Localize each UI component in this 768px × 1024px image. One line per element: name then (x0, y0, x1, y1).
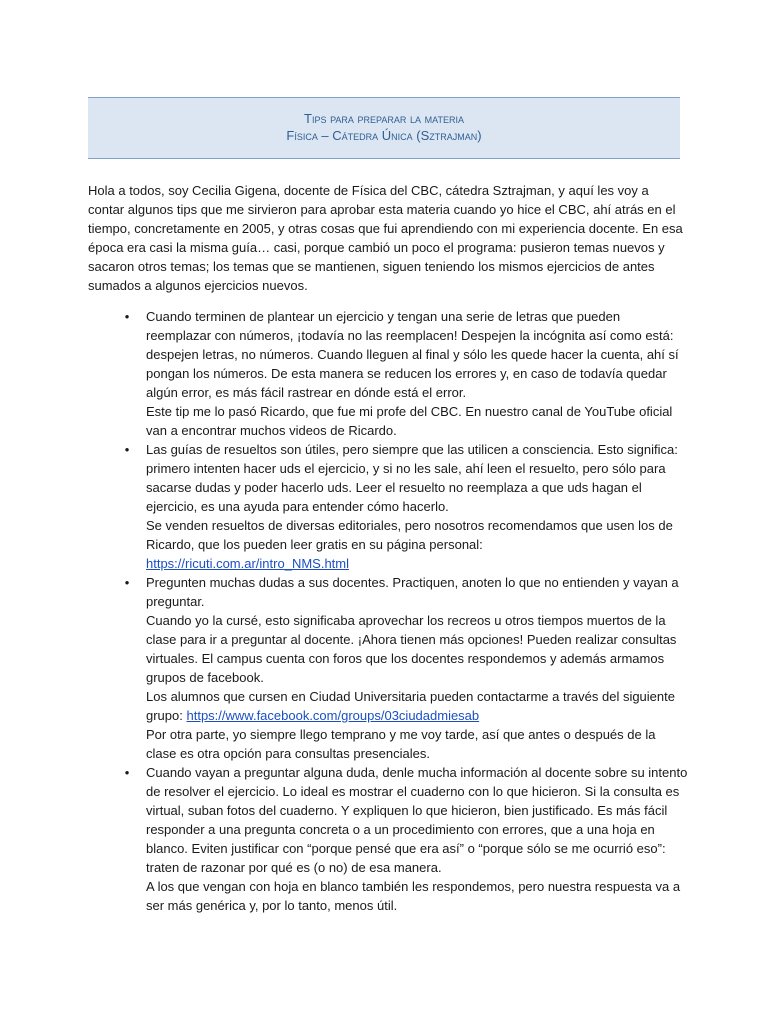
facebook-group-link[interactable]: https://www.facebook.com/groups/03ciudadmiesab (186, 708, 480, 723)
tip-item-1 (88, 307, 688, 440)
tip-3-group-text: Los alumnos que cursen en Ciudad Universitaria pueden contactarme a través del siguiente grupo: (146, 689, 675, 723)
tip-3-paragraph-3 (146, 687, 688, 725)
tip-3-paragraph-1: Pregunten muchas dudas a sus docentes. Practiquen, anoten lo que no entienden y vayan a preguntar. (146, 575, 679, 609)
tip-2-paragraph-2: Se venden resueltos de diversas editoriales, pero nosotros recomendamos que usen los de Ricardo, que los pueden leer gratis en su página personal: (146, 518, 673, 552)
bullet-icon: • (124, 442, 130, 457)
tip-item-2 (88, 440, 688, 573)
tip-1-paragraph-1: Cuando terminen de plantear un ejercicio y tengan una serie de letras que pueden reemplazar con números, ¡todavía no las reemplacen! Despejen la incógnita así como está: despejen letras, no números. Cuando lleguen al final y sólo les quede hacer la cuenta, ahí sí pongan los números. De esta manera se reducen los errores y, en caso de todavía quedar algún error, es más fácil rastrear en dónde está el error. (146, 309, 679, 400)
tips-list (88, 307, 688, 915)
tip-4-paragraph-1: Cuando vayan a preguntar alguna duda, denle mucha información al docente sobre su intento de resolver el ejercicio. Lo ideal es mostrar el cuaderno con lo que hicieron. Si la consulta es virtual, suban fotos del cuaderno. Y expliquen lo que hicieron, bien justificado. Es más fácil responder a una pregunta concreta o a un procedimiento con errores, que a una hoja en blanco. Eviten justificar con “porque pensé que era así” o “porque sólo se me ocurrió eso”: traten de razonar por qué es (o no) de esa manera. (146, 765, 688, 875)
tip-2-paragraph-1: Las guías de resueltos son útiles, pero siempre que las utilicen a consciencia. Esto significa: primero intenten hacer uds el ejercicio, y si no les sale, ahí leen el resuelto, pero sólo para sacarse dudas y poder hacerlo uds. Leer el resuelto no reemplaza a que uds hagan el ejercicio, es una ayuda para entender cómo hacerlo. (146, 442, 678, 514)
tip-3-paragraph-4: Por otra parte, yo siempre llego temprano y me voy tarde, así que antes o después de la clase es otra opción para consultas presenciales. (146, 727, 656, 761)
tip-item-3 (88, 573, 688, 763)
document-subtitle: Física – Cátedra Única (Sztrajman) (286, 128, 482, 143)
title-banner (88, 97, 680, 159)
ricuti-link[interactable]: https://ricuti.com.ar/intro_NMS.html (146, 556, 349, 571)
tip-1-paragraph-2: Este tip me lo pasó Ricardo, que fue mi profe del CBC. En nuestro canal de YouTube oficial van a encontrar muchos videos de Ricardo. (146, 404, 673, 438)
bullet-icon: • (124, 309, 130, 324)
document-body (88, 181, 688, 915)
bullet-icon: • (124, 765, 130, 780)
tip-item-4 (88, 763, 688, 915)
tip-2-link-line (146, 554, 688, 573)
intro-paragraph: Hola a todos, soy Cecilia Gigena, docente de Física del CBC, cátedra Sztrajman, y aquí les voy a contar algunos tips que me sirvieron para aprobar esta materia cuando yo hice el CBC, ahí atrás en el tiempo, concretamente en 2005, y otras cosas que fui aprendiendo con mi experiencia docente. En esa época era casi la misma guía… casi, porque cambió un poco el programa: pusieron temas nuevos y sacaron otros temas; los temas que se mantienen, siguen teniendo los mismos ejercicios de antes sumados a algunos ejercicios nuevos. (88, 183, 683, 293)
bullet-icon: • (124, 575, 130, 590)
tip-4-paragraph-2: A los que vengan con hoja en blanco también les respondemos, pero nuestra respuesta va a ser más genérica y, por lo tanto, menos útil. (146, 879, 681, 913)
tip-3-paragraph-2: Cuando yo la cursé, esto significaba aprovechar los recreos u otros tiempos muertos de la clase para ir a preguntar al docente. ¡Ahora tienen más opciones! Pueden realizar consultas virtuales. El campus cuenta con foros que los docentes respondemos y además armamos grupos de facebook. (146, 613, 677, 685)
document-title: Tips para preparar la materia (304, 111, 464, 126)
